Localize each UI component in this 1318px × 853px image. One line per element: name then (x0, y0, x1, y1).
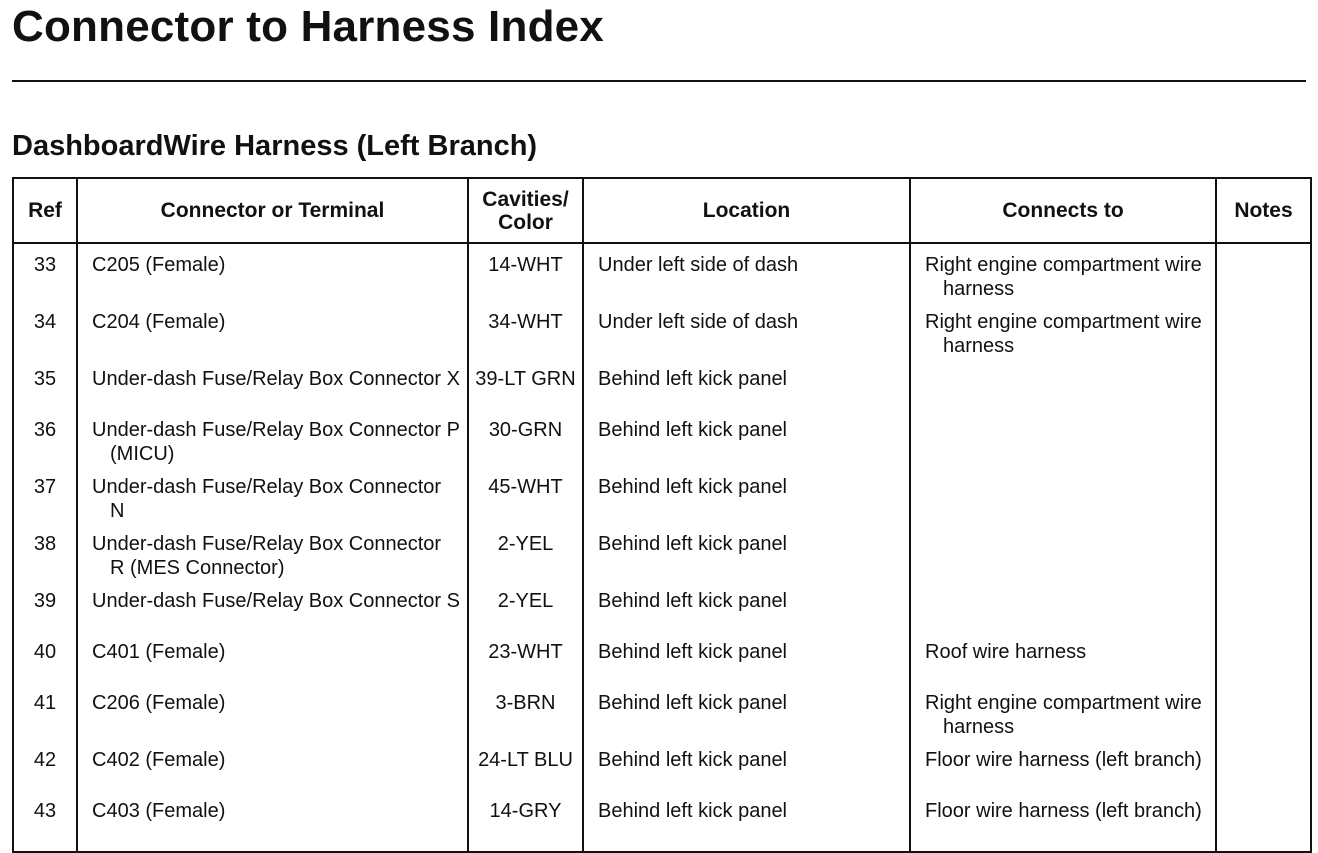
cell-ref: 34 (13, 301, 77, 358)
cell-connector-text: Under-dash Fuse/Relay Box Connector N (92, 476, 442, 522)
cell-ref: 42 (13, 739, 77, 790)
cell-connector (77, 790, 468, 851)
table-row (13, 243, 1311, 301)
cell-ref: 39 (13, 580, 77, 631)
cell-ref: 40 (13, 631, 77, 682)
cell-connector (77, 682, 468, 739)
table-header (13, 178, 1311, 243)
cell-connector (77, 301, 468, 358)
table-row (13, 409, 1311, 466)
cell-notes (1216, 301, 1311, 358)
cell-cavities-color: 14-WHT (468, 243, 583, 301)
table-row (13, 631, 1311, 682)
cell-location: Behind left kick panel (583, 358, 910, 409)
table-filler-cell (468, 851, 583, 852)
cell-cavities-color: 39-LT GRN (468, 358, 583, 409)
cell-cavities-color: 23-WHT (468, 631, 583, 682)
cell-connector-text: C205 (Female) (92, 254, 226, 276)
cell-connector-text: Under-dash Fuse/Relay Box Connector R (MES Connector) (92, 533, 442, 579)
cell-connector-text: C403 (Female) (92, 800, 226, 822)
header-connects-to: Connects to (910, 178, 1216, 243)
cell-connector-text: Under-dash Fuse/Relay Box Connector S (92, 590, 460, 612)
cell-connects-to (910, 631, 1216, 682)
cell-connector (77, 409, 468, 466)
cell-connects-to-text: Roof wire harness (925, 641, 1087, 663)
cell-connector-text: Under-dash Fuse/Relay Box Connector P (MICU) (92, 419, 460, 465)
cell-notes (1216, 243, 1311, 301)
cell-cavities-color: 24-LT BLU (468, 739, 583, 790)
cell-location: Behind left kick panel (583, 739, 910, 790)
header-location: Location (583, 178, 910, 243)
table-row (13, 739, 1311, 790)
cell-location: Behind left kick panel (583, 682, 910, 739)
header-row (13, 178, 1311, 243)
cell-connects-to (910, 790, 1216, 851)
cell-connector (77, 523, 468, 580)
table-row (13, 790, 1311, 851)
cell-notes (1216, 358, 1311, 409)
cell-connector-text: Under-dash Fuse/Relay Box Connector X (92, 368, 460, 390)
cell-notes (1216, 682, 1311, 739)
cell-ref: 36 (13, 409, 77, 466)
table-filler-cell (1216, 851, 1311, 852)
cell-notes (1216, 580, 1311, 631)
cell-connects-to-text: Right engine compartment wire harness (925, 254, 1202, 300)
table-row (13, 682, 1311, 739)
cell-notes (1216, 409, 1311, 466)
cell-ref: 35 (13, 358, 77, 409)
cell-cavities-color: 45-WHT (468, 466, 583, 523)
cell-connects-to-text: Right engine compartment wire harness (925, 692, 1202, 738)
cell-connector (77, 243, 468, 301)
cell-location: Under left side of dash (583, 301, 910, 358)
cell-cavities-color: 30-GRN (468, 409, 583, 466)
cell-connects-to-text: Floor wire harness (left branch) (925, 800, 1202, 822)
cell-connector-text: C204 (Female) (92, 311, 226, 333)
title-divider (12, 80, 1306, 82)
cell-connects-to (910, 409, 1216, 466)
cell-location: Behind left kick panel (583, 466, 910, 523)
cell-ref: 37 (13, 466, 77, 523)
cell-connector-text: C402 (Female) (92, 749, 226, 771)
table-filler-cell (13, 851, 77, 852)
table-row (13, 301, 1311, 358)
cell-location: Behind left kick panel (583, 631, 910, 682)
cell-connector-text: C206 (Female) (92, 692, 226, 714)
page-title: Connector to Harness Index (12, 2, 604, 51)
table-filler-cell (77, 851, 468, 852)
cell-connects-to-text: Floor wire harness (left branch) (925, 749, 1202, 771)
cell-connector (77, 466, 468, 523)
header-notes: Notes (1216, 178, 1311, 243)
cell-connects-to (910, 739, 1216, 790)
cell-connects-to (910, 466, 1216, 523)
table-filler-cell (910, 851, 1216, 852)
cell-connects-to (910, 523, 1216, 580)
cell-ref: 43 (13, 790, 77, 851)
cell-ref: 33 (13, 243, 77, 301)
cell-location: Behind left kick panel (583, 790, 910, 851)
cell-cavities-color: 14-GRY (468, 790, 583, 851)
table-filler-cell (583, 851, 910, 852)
cell-notes (1216, 739, 1311, 790)
header-cavities-color: Cavities/ Color (468, 178, 583, 243)
cell-connects-to-text: Right engine compartment wire harness (925, 311, 1202, 357)
cell-cavities-color: 2-YEL (468, 580, 583, 631)
table-row (13, 523, 1311, 580)
connector-harness-table (12, 177, 1312, 853)
header-ref: Ref (13, 178, 77, 243)
cell-location: Behind left kick panel (583, 523, 910, 580)
cell-connector (77, 358, 468, 409)
header-connector: Connector or Terminal (77, 178, 468, 243)
cell-connector (77, 739, 468, 790)
cell-notes (1216, 790, 1311, 851)
table-row (13, 580, 1311, 631)
table-filler-row (13, 851, 1311, 852)
cell-cavities-color: 3-BRN (468, 682, 583, 739)
cell-connects-to (910, 243, 1216, 301)
table-body (13, 243, 1311, 852)
cell-notes (1216, 631, 1311, 682)
cell-location: Under left side of dash (583, 243, 910, 301)
cell-cavities-color: 34-WHT (468, 301, 583, 358)
section-title: DashboardWire Harness (Left Branch) (12, 130, 538, 162)
cell-connects-to (910, 580, 1216, 631)
cell-ref: 41 (13, 682, 77, 739)
table-row (13, 358, 1311, 409)
cell-notes (1216, 466, 1311, 523)
cell-connector (77, 631, 468, 682)
cell-connector (77, 580, 468, 631)
cell-connects-to (910, 358, 1216, 409)
cell-ref: 38 (13, 523, 77, 580)
cell-location: Behind left kick panel (583, 409, 910, 466)
table-row (13, 466, 1311, 523)
cell-location: Behind left kick panel (583, 580, 910, 631)
cell-connector-text: C401 (Female) (92, 641, 226, 663)
cell-cavities-color: 2-YEL (468, 523, 583, 580)
cell-connects-to (910, 682, 1216, 739)
cell-connects-to (910, 301, 1216, 358)
cell-notes (1216, 523, 1311, 580)
